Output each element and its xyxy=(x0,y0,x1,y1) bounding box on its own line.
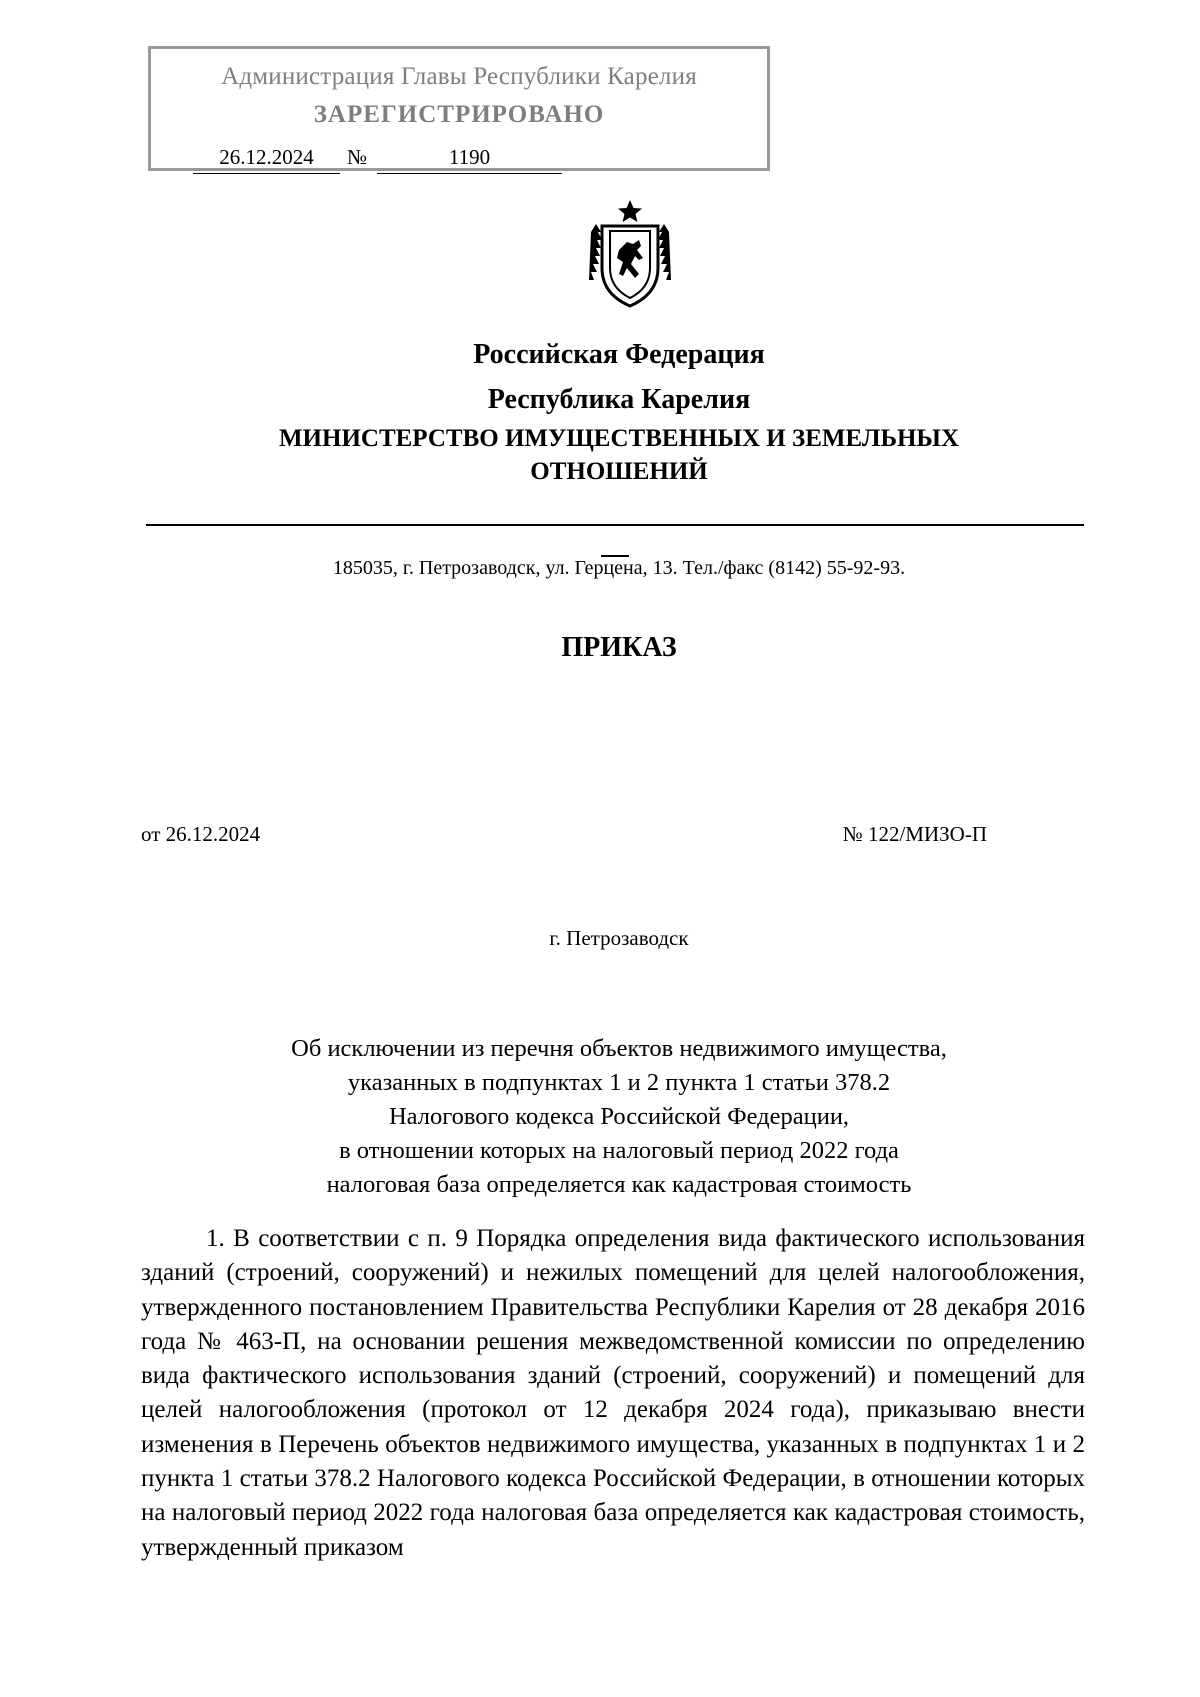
stamp-date: 26.12.2024 xyxy=(193,143,340,174)
order-title-line: Налогового кодекса Российской Федерации, xyxy=(388,1103,850,1130)
ministry-heading-line1: МИНИСТЕРСТВО ИМУЩЕСТВЕННЫХ И ЗЕМЕЛЬНЫХ xyxy=(278,425,960,452)
ministry-address: 185035, г. Петрозаводск, ул. Герцена, 13. Тел./факс (8142) 55-92-93. xyxy=(332,557,906,579)
order-date: от 26.12.2024 xyxy=(141,822,261,846)
stamp-number-label: № xyxy=(347,145,368,169)
order-number: № 122/МИЗО-П xyxy=(842,822,987,846)
ministry-heading-line2: ОТНОШЕНИЙ xyxy=(530,458,708,485)
order-title xyxy=(130,1032,1108,1202)
country-heading: Российская Федерация xyxy=(473,339,765,370)
registration-stamp xyxy=(148,46,770,171)
order-city: г. Петрозаводск xyxy=(549,926,689,950)
stamp-number: 1190 xyxy=(377,143,562,174)
document-type: ПРИКАЗ xyxy=(561,632,677,663)
karelia-coat-of-arms-icon xyxy=(585,198,675,310)
order-title-line: Об исключении из перечня объектов недвижимого имущества, xyxy=(291,1035,947,1062)
header-divider xyxy=(146,524,1084,526)
republic-heading: Республика Карелия xyxy=(487,384,751,415)
order-title-line: указанных в подпунктах 1 и 2 пункта 1 статьи 378.2 xyxy=(347,1069,891,1096)
order-title-line: в отношении которых на налоговый период 2022 года xyxy=(339,1137,899,1164)
order-title-line: налоговая база определяется как кадастровая стоимость xyxy=(326,1171,912,1198)
stamp-title: Администрация Главы Республики Карелия xyxy=(221,63,697,90)
body-paragraph-1: 1. В соответствии с п. 9 Порядка определения вида фактического использования зданий (строений, сооружений) и нежилых помещений для целей налогообложения, утвержденного постановлением Правительства Республики Карелия от 28 декабря 2016 года № 463-П, на основании решения межведомственной комиссии по определению вида фактического использования зданий (строений, сооружений) и помещений для целей налогообложения (протокол от 12 декабря 2024 года), приказываю внести изменения в Перечень объектов недвижимого имущества, указанных в подпунктах 1 и 2 пункта 1 статьи 378.2 Налогового кодекса Российской Федерации, в отношении которых на налоговый период 2022 года налоговая база определяется как кадастровая стоимость, утвержденный приказом xyxy=(141,1225,1085,1561)
stamp-status: ЗАРЕГИСТРИРОВАНО xyxy=(313,101,605,128)
